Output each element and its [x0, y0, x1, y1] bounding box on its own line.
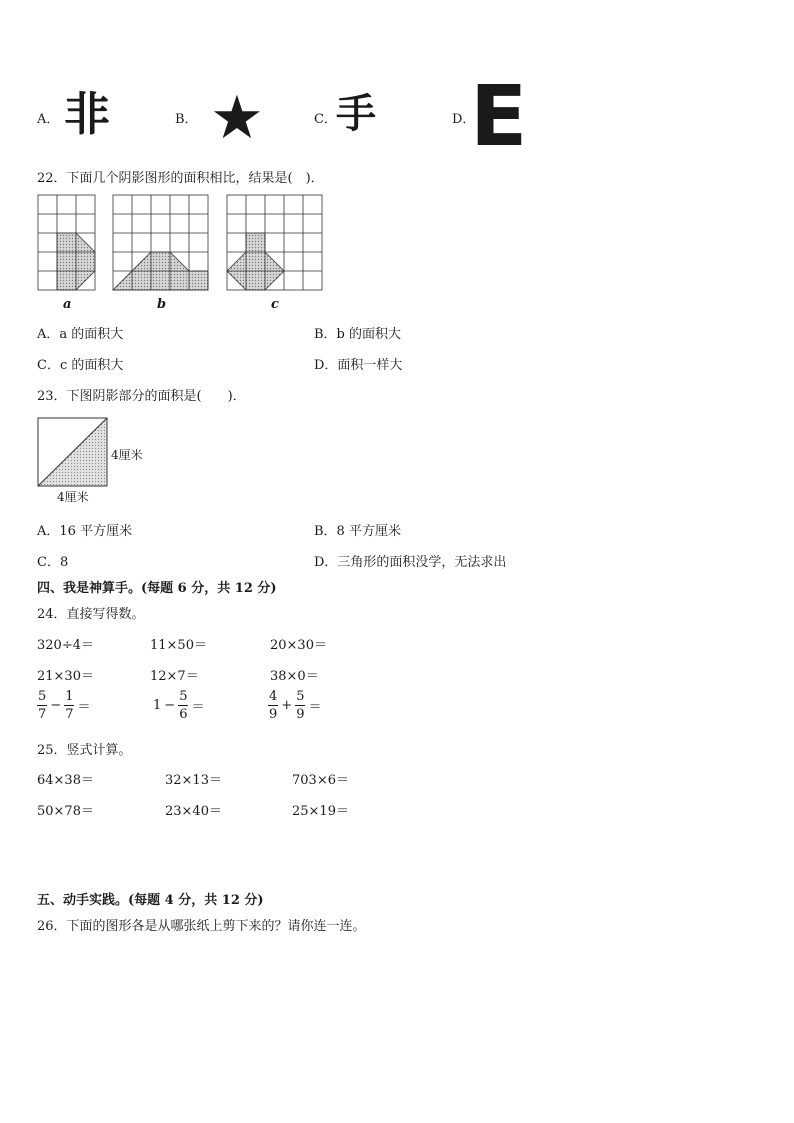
figure-b [113, 195, 208, 290]
figure-a [38, 195, 95, 290]
fraction: $\frac{5}{9}$ [296, 689, 305, 722]
q25-item: 32×13＝ [165, 773, 222, 788]
q23-option-c: C．8 [37, 555, 69, 570]
q23-option-a: A．16 平方厘米 [37, 524, 133, 539]
q21-option-d-letter: D． [452, 112, 476, 127]
q25-item: 25×19＝ [292, 804, 349, 819]
q24-item: 11×50＝ [150, 638, 207, 653]
q23-side-label: 4厘米 [111, 448, 143, 462]
q21-option-b-letter: B． [175, 112, 198, 127]
shou-character-icon: 手 [336, 91, 376, 137]
q22-stem: 22．下面几个阴影图形的面积相比，结果是( )． [37, 171, 324, 186]
q23-option-b: B．8 平方厘米 [314, 524, 401, 539]
q24-fraction-expression-1: $\frac{5}{7}$ − $\frac{1}{7}$ ＝ [38, 689, 91, 722]
section5-title: 五、动手实践。(每题 4 分，共 12 分) [37, 893, 264, 908]
q25-item: 23×40＝ [165, 804, 222, 819]
letter-e-icon: E [470, 67, 528, 165]
fraction: $\frac{5}{7}$ [38, 689, 47, 722]
q24-item: 12×7＝ [150, 669, 199, 684]
q24-fraction-expression-2: 1 − $\frac{5}{6}$ ＝ [153, 689, 205, 722]
q22-option-d: D．面积一样大 [314, 358, 403, 373]
q23-bottom-label: 4厘米 [57, 490, 89, 504]
q25-stem: 25．竖式计算。 [37, 743, 132, 758]
q21-option-a-letter: A． [37, 112, 60, 127]
fraction: $\frac{5}{6}$ [179, 689, 188, 722]
q26-stem: 26．下面的图形各是从哪张纸上剪下来的？请你连一连。 [37, 919, 366, 934]
fraction: $\frac{1}{7}$ [65, 689, 74, 722]
black-star-icon: ★ [210, 83, 264, 153]
q24-stem: 24．直接写得数。 [37, 607, 145, 622]
figure-c-caption: c [271, 297, 279, 312]
q21-option-c-letter: C． [314, 112, 337, 127]
q22-option-b: B．b 的面积大 [314, 327, 402, 342]
fei-character-icon: 非 [64, 87, 110, 141]
q23-square-figure [37, 417, 109, 489]
figure-c [227, 195, 322, 290]
q22-option-c: C．c 的面积大 [37, 358, 124, 373]
q24-item: 20×30＝ [270, 638, 327, 653]
q25-item: 64×38＝ [37, 773, 94, 788]
q23-option-d: D．三角形的面积没学，无法求出 [314, 555, 507, 570]
q24-item: 320÷4＝ [37, 638, 94, 653]
figure-b-caption: b [157, 297, 167, 312]
q25-item: 703×6＝ [292, 773, 349, 788]
q25-item: 50×78＝ [37, 804, 94, 819]
q23-stem: 23．下图阴影部分的面积是( )． [37, 389, 246, 404]
q22-figures [37, 194, 337, 294]
figure-c-shaded-region [227, 233, 284, 290]
q24-fraction-expression-3: $\frac{4}{9}$ + $\frac{5}{9}$ ＝ [269, 689, 322, 722]
fraction: $\frac{4}{9}$ [269, 689, 278, 722]
q22-option-a: A．a 的面积大 [37, 327, 124, 342]
figure-a-caption: a [63, 297, 72, 312]
q24-item: 38×0＝ [270, 669, 319, 684]
q24-item: 21×30＝ [37, 669, 94, 684]
section4-title: 四、我是神算手。(每题 6 分，共 12 分) [37, 581, 277, 596]
